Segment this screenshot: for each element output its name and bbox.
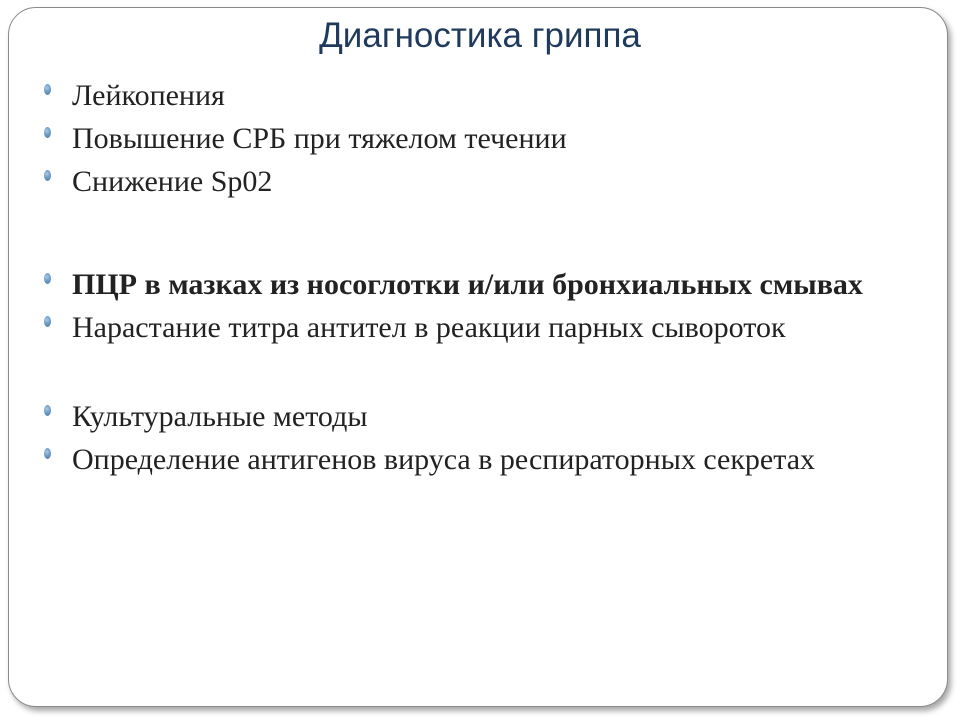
list-item-text: Нарастание титра антител в реакции парных сывороток: [72, 311, 786, 344]
bullet-dot-icon: [44, 316, 51, 327]
bullet-dot-icon: [44, 84, 51, 95]
list-item-text: Определение антигенов вируса в респираторных секретах: [72, 443, 816, 476]
list-item: [44, 74, 924, 117]
bullet-dot-icon: [44, 405, 51, 416]
bullet-list: [44, 74, 924, 481]
spacer: [44, 203, 924, 263]
list-item: [44, 263, 924, 306]
list-item-text: Лейкопения: [72, 79, 225, 112]
bullet-dot-icon: [44, 170, 51, 181]
list-item: [44, 306, 924, 349]
list-item: [44, 160, 924, 203]
list-item: [44, 117, 924, 160]
slide-title: Диагностика гриппа: [319, 16, 641, 55]
list-item-text: Снижение Sp02: [72, 165, 273, 198]
list-item: [44, 395, 924, 438]
list-item-text: Повышение СРБ при тяжелом течении: [72, 122, 567, 155]
list-item-text: ПЦР в мазках из носоглотки и/или бронхиальных смывах: [72, 268, 863, 301]
bullet-dot-icon: [44, 127, 51, 138]
bullet-dot-icon: [44, 273, 51, 284]
spacer: [44, 349, 924, 395]
bullet-dot-icon: [44, 448, 51, 459]
list-item: [44, 438, 924, 481]
list-item-text: Культуральные методы: [72, 400, 368, 433]
